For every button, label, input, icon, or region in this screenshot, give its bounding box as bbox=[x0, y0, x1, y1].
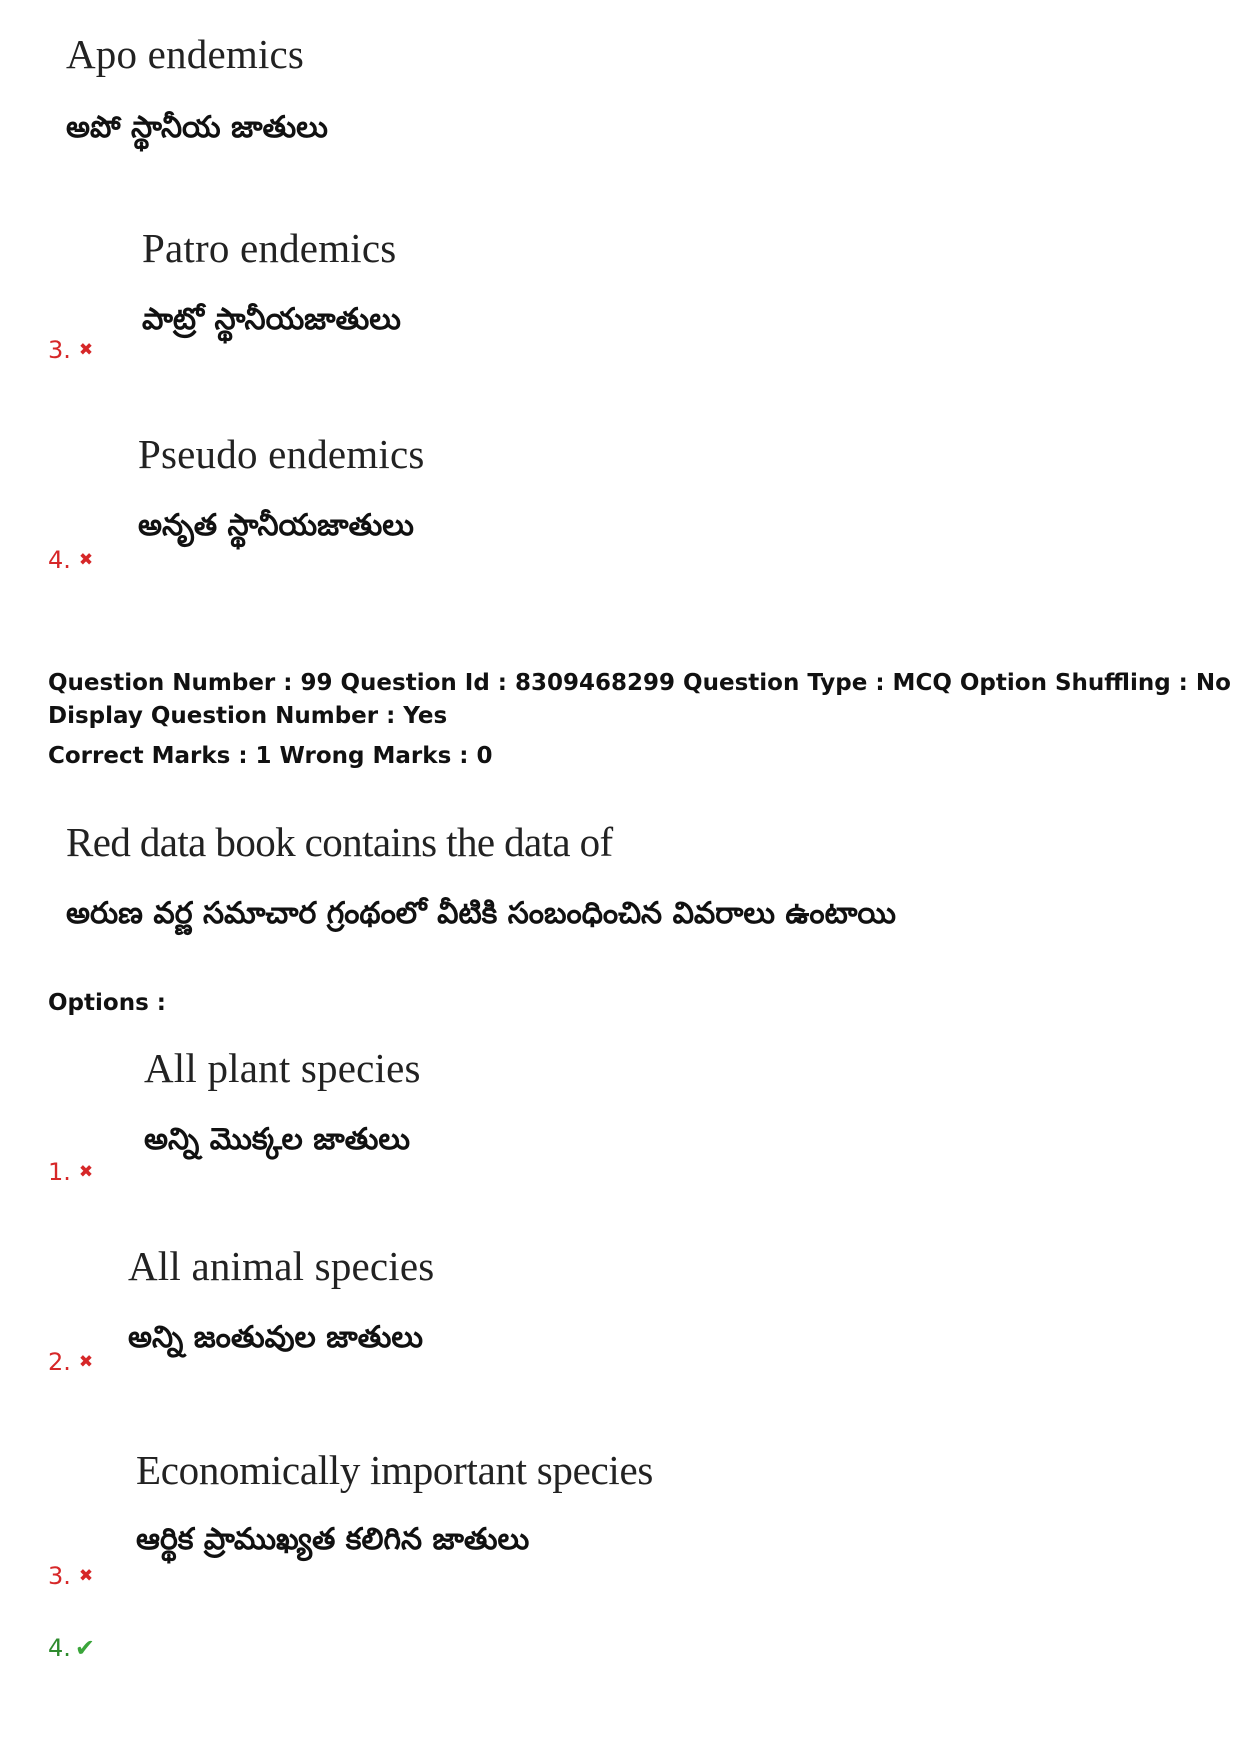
prev-option-3-number bbox=[48, 336, 93, 364]
option-number: 3. bbox=[48, 1562, 71, 1590]
wrong-mark-icon: ✖ bbox=[78, 340, 94, 360]
option-1-english: All plant species bbox=[144, 1045, 421, 1091]
prev-option-4-telugu: అనృత స్థానీయజాతులు bbox=[138, 508, 414, 543]
prev-option-2-english: Apo endemics bbox=[66, 31, 305, 77]
prev-option-2-telugu: అపో స్థానీయ జాతులు bbox=[66, 110, 328, 145]
option-2-english: All animal species bbox=[128, 1243, 435, 1289]
prev-option-4-number bbox=[48, 546, 93, 574]
option-1-number bbox=[48, 1158, 93, 1186]
option-2-number bbox=[48, 1348, 93, 1376]
option-number: 2. bbox=[48, 1348, 71, 1376]
option-number: 4. bbox=[48, 1634, 71, 1662]
options-label: Options : bbox=[48, 990, 166, 1016]
check-mark-icon: ✔ bbox=[74, 1634, 96, 1662]
option-1-telugu: అన్ని మొక్కల జాతులు bbox=[144, 1122, 411, 1157]
question-text-telugu: అరుణ వర్ణ సమాచార గ్రంథంలో వీటికి సంబంధించిన వివరాలు ఉంటాయి bbox=[66, 896, 896, 931]
option-4-number bbox=[48, 1634, 95, 1662]
wrong-mark-icon: ✖ bbox=[78, 1352, 94, 1372]
prev-option-3-telugu: పాట్రో స్థానీయజాతులు bbox=[142, 302, 401, 337]
option-number: 4. bbox=[48, 546, 71, 574]
question-meta-line-1: Question Number : 99 Question Id : 8309468299 Question Type : MCQ Option Shuffling : No bbox=[48, 670, 1231, 696]
prev-option-4-english: Pseudo endemics bbox=[138, 431, 425, 477]
option-number: 3. bbox=[48, 336, 71, 364]
prev-option-3-english: Patro endemics bbox=[142, 225, 397, 271]
option-2-telugu: అన్ని జంతువుల జాతులు bbox=[128, 1320, 423, 1355]
question-text-english: Red data book contains the data of bbox=[66, 819, 613, 865]
question-meta-line-2: Display Question Number : Yes bbox=[48, 703, 448, 729]
option-3-number bbox=[48, 1562, 93, 1590]
option-number: 1. bbox=[48, 1158, 71, 1186]
wrong-mark-icon: ✖ bbox=[78, 1566, 94, 1586]
option-3-english: Economically important species bbox=[136, 1447, 654, 1493]
wrong-mark-icon: ✖ bbox=[78, 550, 94, 570]
option-3-telugu: ఆర్థిక ప్రాముఖ్యత కలిగిన జాతులు bbox=[136, 1522, 530, 1557]
wrong-mark-icon: ✖ bbox=[78, 1162, 94, 1182]
question-meta-line-3: Correct Marks : 1 Wrong Marks : 0 bbox=[48, 743, 493, 769]
